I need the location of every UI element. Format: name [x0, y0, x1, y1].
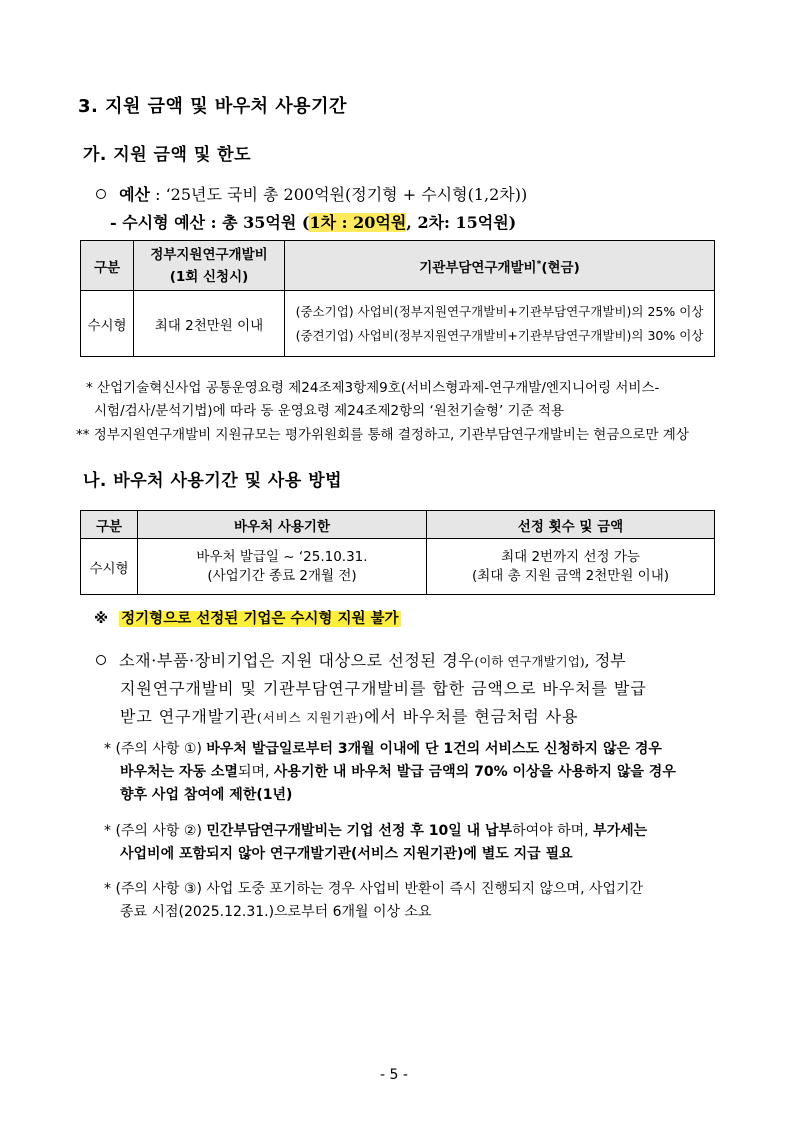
- table2-period-line2: (사업기간 종료 2개월 전): [207, 567, 357, 584]
- para-line1-text: 소재·부품·장비기업은 지원 대상으로 선정된 경우: [119, 651, 475, 670]
- table1-header-inst: [285, 241, 715, 291]
- voucher-para-line1: [96, 648, 626, 671]
- table1-header-inst-cash: (현금): [541, 259, 580, 276]
- caution-2: [104, 820, 647, 866]
- para-line3-small: (서비스 지원기관): [256, 710, 365, 725]
- caution1-bold2a: 바우처는 자동 소멸: [120, 764, 238, 780]
- budget-text: : ‘25년도 국비 총 200억원(정기형 + 수시형(1,2차)): [150, 185, 528, 204]
- table1-header-gov: [134, 241, 285, 291]
- caution1-bold1: 바우처 발급일로부터 3개월 이내에 단 1건의 서비스도 신청하지 않은 경우: [206, 741, 662, 757]
- budget-label: 예산: [119, 185, 151, 204]
- section-title: 3. 지원 금액 및 바우처 사용기간: [78, 96, 347, 117]
- table2-period-line1: 바우처 발급일 ~ ‘25.10.31.: [196, 548, 368, 565]
- voucher-para-line3: [120, 704, 578, 727]
- note-2: ** 정부지원연구개발비 지원규모는 평가위원회를 통해 결정하고, 기관부담연구개발비는 현금으로만 계상: [76, 427, 689, 443]
- caution2-bold1b: 부가세는: [593, 823, 648, 839]
- caution3-line2: 종료 시점(2025.12.31.)으로부터 6개월 이상 소요: [120, 904, 432, 920]
- note-1-line2: 시험/검사/분석기법)에 따라 동 운영요령 제24조제2항의 ‘원천기술형’ 기준 적용: [94, 403, 564, 419]
- budget-sub-prefix: - 수시형 예산 : 총 35억원: [110, 213, 302, 232]
- caution1-bold2b: 사용기한 내 바우처 발급 금액의 70% 이상을 사용하지 않을 경우: [273, 764, 676, 780]
- table2-header-type: 구분: [81, 511, 138, 539]
- warning-text: 정기형으로 선정된 기업은 수시형 지원 불가: [121, 611, 399, 627]
- table1-row-inst: [285, 291, 715, 357]
- para-line1-end: , 정부: [584, 651, 626, 670]
- reference-mark-icon: ※: [94, 611, 109, 627]
- budget-highlight: 1차 : 20억원: [309, 213, 407, 232]
- table1-row-inst-sme: (중소기업) 사업비(정부지원연구개발비+기관부담연구개발비)의 25% 이상: [295, 303, 704, 319]
- table1-header-gov-line2: (1회 신청시): [169, 268, 249, 285]
- budget-sub-rest: , 2차: 15억원): [406, 213, 517, 232]
- caution2-bold1a: 민간부담연구개발비는 기업 선정 후 10일 내 납부: [206, 823, 513, 839]
- budget-line: [96, 182, 527, 205]
- para-line3-end: 에서 바우처를 현금처럼 사용: [364, 707, 579, 726]
- caution2-bold2: 사업비에 포함되지 않아 연구개발기관(서비스 지원기관)에 별도 지급 필요: [120, 846, 573, 862]
- caution1-prefix: * (주의 사항 ①): [104, 741, 207, 757]
- budget-sub-line: [110, 210, 516, 233]
- table2-count-line1: 최대 2번까지 선정 가능: [501, 548, 640, 565]
- note-1-line1: * 산업기술혁신사업 공통운영요령 제24조제3항제9호(서비스형과제-연구개발/엔지니어링 서비스-: [86, 380, 660, 396]
- table1-header-gov-line1: 정부지원연구개발비: [150, 246, 268, 263]
- circle-bullet-icon: [96, 189, 106, 199]
- support-amount-table: [80, 240, 715, 357]
- table2-row-period: [138, 539, 427, 595]
- budget-sub-open: (: [301, 213, 310, 232]
- caution3-line1: * (주의 사항 ③) 사업 도중 포기하는 경우 사업비 반환이 즉시 진행되지 않으며, 사업기간: [104, 881, 644, 897]
- caution-3: [104, 878, 643, 924]
- caution1-normal2: 되며,: [237, 764, 274, 780]
- voucher-para-line2: 지원연구개발비 및 기관부담연구개발비를 합한 금액으로 바우처를 발급: [120, 679, 647, 698]
- table1-row-type: 수시형: [81, 291, 134, 357]
- para-line1-small: (이하 연구개발기업): [474, 654, 585, 669]
- table1-header-inst-star: *: [536, 259, 542, 269]
- table1-header-inst-label: 기관부담연구개발비: [419, 259, 537, 276]
- table1-row-gov: 최대 2천만원 이내: [134, 291, 285, 357]
- table1-row-inst-midsize: (중견기업) 사업비(정부지원연구개발비+기관부담연구개발비)의 30% 이상: [295, 327, 704, 343]
- table2-row-count: [427, 539, 715, 595]
- subsection-title-voucher: 나. 바우처 사용기간 및 사용 방법: [83, 471, 343, 491]
- caution2-normal1: 하여야 하며,: [512, 823, 594, 839]
- table1-header-type: 구분: [81, 241, 134, 291]
- table2-header-period: 바우처 사용기한: [138, 511, 427, 539]
- table2-row-type: 수시형: [81, 539, 138, 595]
- voucher-period-table: [80, 510, 715, 595]
- caution-1: [104, 738, 676, 807]
- circle-bullet-icon: [96, 655, 106, 665]
- page-number: - 5 -: [380, 1067, 408, 1083]
- table2-header-count: 선정 횟수 및 금액: [427, 511, 715, 539]
- warning-line: [94, 607, 401, 628]
- caution2-prefix: * (주의 사항 ②): [104, 823, 207, 839]
- table2-count-line2: (최대 총 지원 금액 2천만원 이내): [471, 567, 670, 584]
- subsection-title-support-amount: 가. 지원 금액 및 한도: [83, 145, 252, 165]
- caution1-bold3: 향후 사업 참여에 제한(1년): [120, 787, 293, 803]
- para-line3-text: 받고 연구개발기관: [120, 707, 257, 726]
